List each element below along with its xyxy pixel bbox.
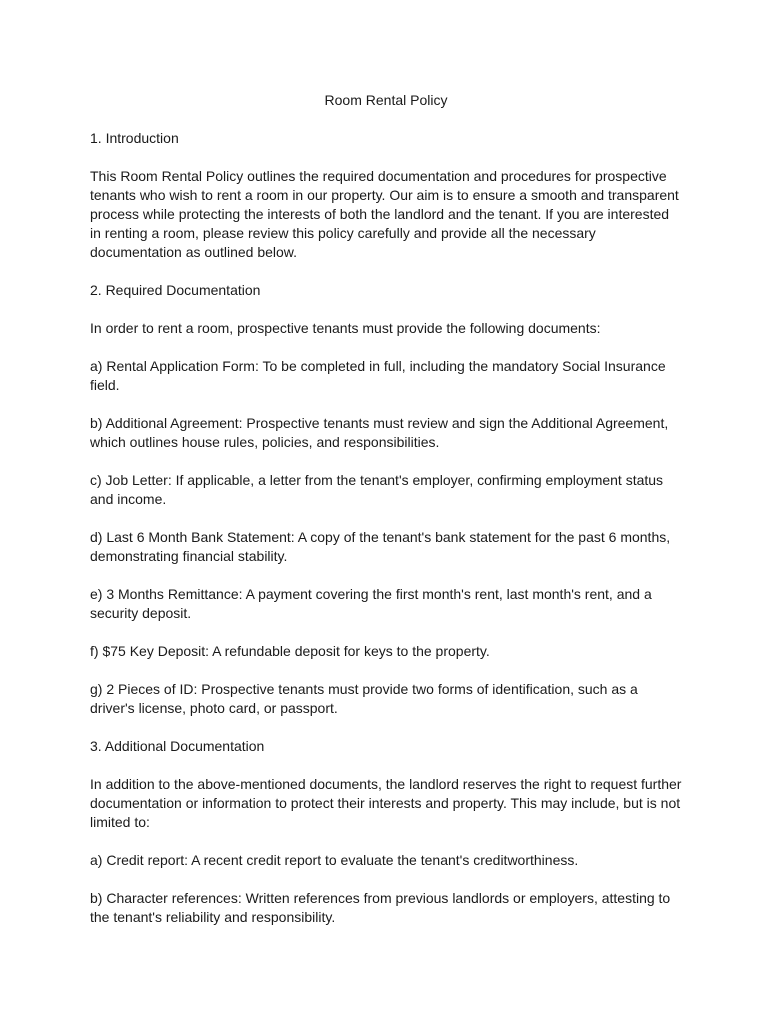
document-body <box>90 91 682 946</box>
required-item-remittance: e) 3 Months Remittance: A payment covering the first month's rent, last month's rent, and a security deposit. <box>90 586 652 621</box>
required-item-identification: g) 2 Pieces of ID: Prospective tenants must provide two forms of identification, such as a driver's license, photo card, or passport. <box>90 681 638 716</box>
required-item-rental-application: a) Rental Application Form: To be completed in full, including the mandatory Social Insurance field. <box>90 358 666 393</box>
introduction-paragraph: This Room Rental Policy outlines the required documentation and procedures for prospective tenants who wish to rent a room in our property. Our aim is to ensure a smooth and transparent process while protecting the interests of both the landlord and the tenant. If you are interested in renting a room, please review this policy carefully and provide all the necessary documentation as outlined below. <box>90 168 679 260</box>
section-heading-required-documentation: 2. Required Documentation <box>90 282 261 298</box>
required-item-additional-agreement: b) Additional Agreement: Prospective tenants must review and sign the Additional Agreement, which outlines house rules, policies, and responsibilities. <box>90 415 669 450</box>
required-item-job-letter: c) Job Letter: If applicable, a letter from the tenant's employer, confirming employment status and income. <box>90 472 664 507</box>
additional-item-credit-report: a) Credit report: A recent credit report to evaluate the tenant's creditworthiness. <box>90 852 579 868</box>
section-heading-additional-documentation: 3. Additional Documentation <box>90 738 265 754</box>
required-item-bank-statement: d) Last 6 Month Bank Statement: A copy of the tenant's bank statement for the past 6 months, demonstrating financial stability. <box>90 529 671 564</box>
document-title: Room Rental Policy <box>324 92 448 108</box>
required-item-key-deposit: f) $75 Key Deposit: A refundable deposit for keys to the property. <box>90 643 490 659</box>
section-heading-introduction: 1. Introduction <box>90 130 179 146</box>
additional-documentation-lead: In addition to the above-mentioned documents, the landlord reserves the right to request further documentation or information to protect their interests and property. This may include, but is not limited to: <box>90 776 682 830</box>
required-documentation-lead: In order to rent a room, prospective tenants must provide the following documents: <box>90 320 601 336</box>
additional-item-character-references: b) Character references: Written references from previous landlords or employers, attesting to the tenant's reliability and responsibility. <box>90 890 671 925</box>
